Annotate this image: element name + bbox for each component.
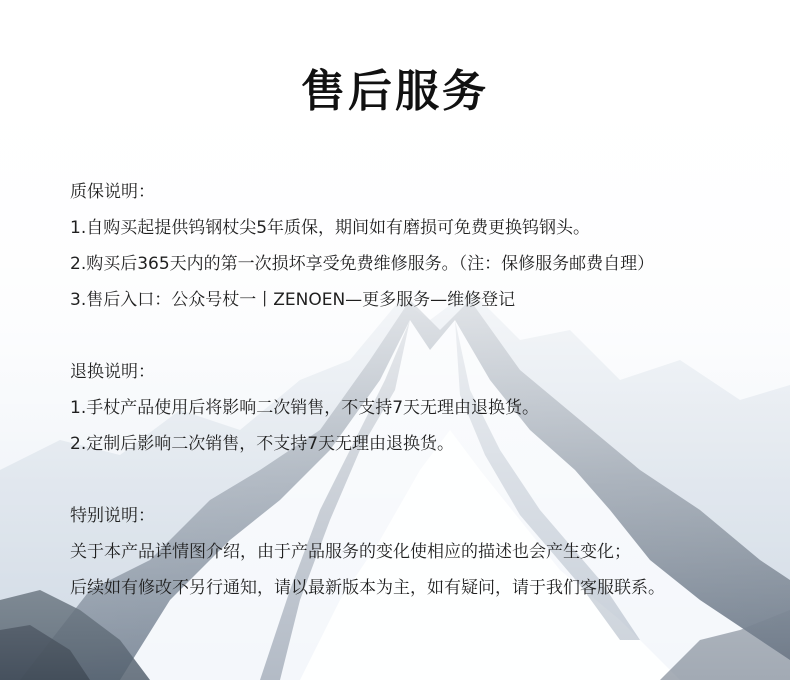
special-notes-section bbox=[70, 498, 760, 606]
return-line-1: 1.手杖产品使用后将影响二次销售，不支持7天无理由退换货。 bbox=[70, 398, 540, 418]
section-heading: 质保说明： bbox=[70, 182, 155, 202]
warranty-line-2: 2.购买后365天内的第一次损坏享受免费维修服务。（注：保修服务邮费自理） bbox=[70, 254, 655, 274]
section-heading: 特别说明： bbox=[70, 506, 155, 526]
special-line-2: 后续如有修改不另行通知，请以最新版本为主，如有疑问，请于我们客服联系。 bbox=[70, 578, 665, 598]
return-section bbox=[70, 354, 760, 462]
return-line-2: 2.定制后影响二次销售，不支持7天无理由退换货。 bbox=[70, 434, 455, 454]
warranty-line-3: 3.售后入口：公众号杖一丨ZENOEN—更多服务—维修登记 bbox=[70, 290, 516, 310]
special-line-1: 关于本产品详情图介绍，由于产品服务的变化使相应的描述也会产生变化； bbox=[70, 542, 631, 562]
warranty-section bbox=[70, 174, 760, 318]
warranty-line-1: 1.自购买起提供钨钢杖尖5年质保，期间如有磨损可免费更换钨钢头。 bbox=[70, 218, 591, 238]
page-title: 售后服务 bbox=[301, 66, 489, 117]
section-heading: 退换说明： bbox=[70, 362, 155, 382]
